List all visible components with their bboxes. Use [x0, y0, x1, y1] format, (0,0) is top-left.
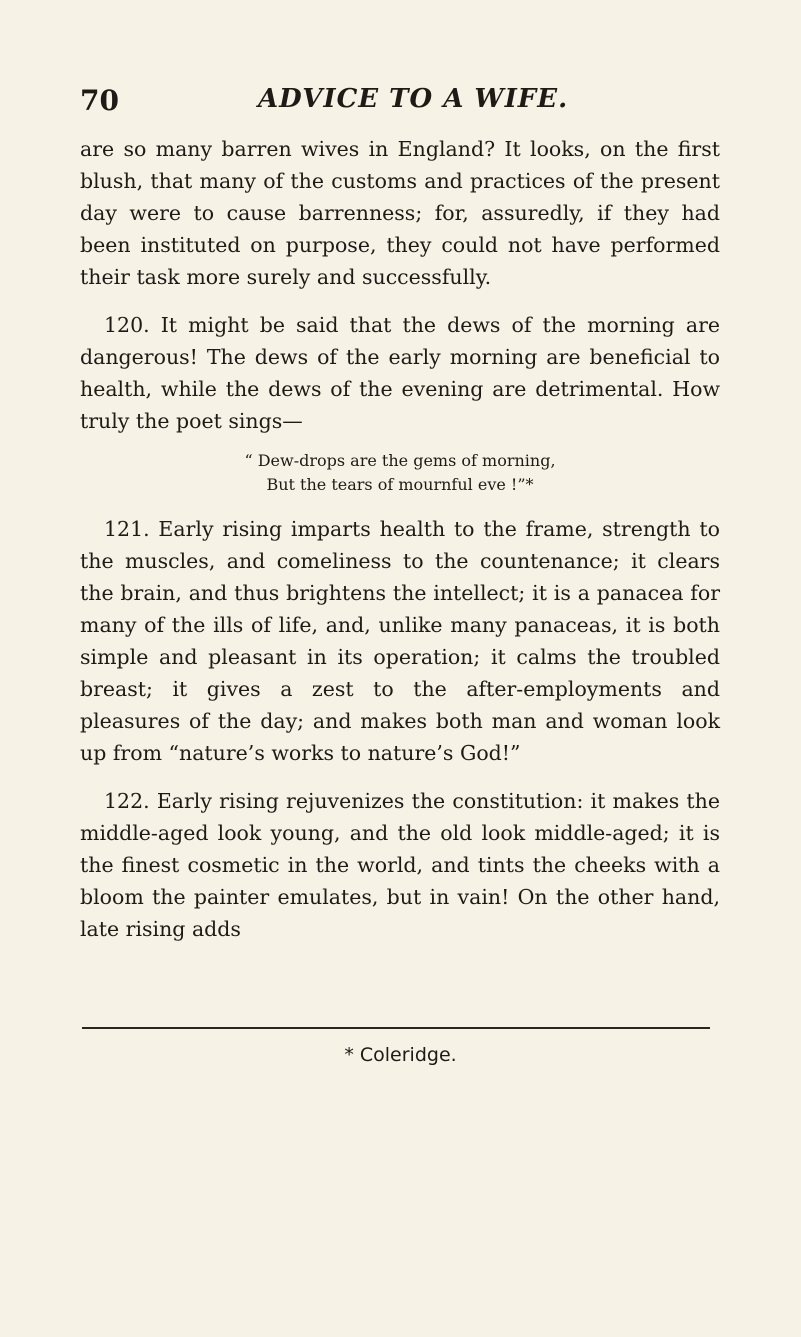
- paragraph-122: 122. Early rising rejuvenizes the constitution: it makes the middle-aged look young, and the old look middle-aged; it is the finest cosmetic in the world, and tints the cheeks with a bloom the painter emulates, but in vain! On the other hand, late rising adds: [80, 789, 720, 941]
- page-number: 70: [80, 84, 119, 117]
- paragraph-120: 120. It might be said that the dews of the morning are dangerous! The dews of the early morning are beneficial to health, while the dews of the evening are detrimental. How truly the poet sings—: [80, 313, 720, 433]
- verse-line-1: “ Dew-drops are the gems of morning,: [244, 451, 556, 470]
- paragraph-121: 121. Early rising imparts health to the frame, strength to the muscles, and comeliness to the countenance; it clears the brain, and thus brightens the intellect; it is a panacea for many of the ills of life, and, unlike many panaceas, it is both simple and pleasant in its operation; it calms the troubled breast; it gives a zest to the after-employments and pleasures of the day; and makes both man and woman look up from “nature’s works to nature’s God!”: [80, 517, 720, 765]
- running-title: ADVICE TO A WIFE.: [258, 84, 569, 114]
- footnote-divider: [82, 1027, 710, 1029]
- footnote: * Coleridge.: [344, 1044, 457, 1066]
- paragraph-continuation: are so many barren wives in England? It looks, on the first blush, that many of the customs and practices of the present day were to cause barrenness; for, assuredly, if they had been instituted on purpose, they could not have performed their task more surely and successfully.: [80, 137, 720, 289]
- body-text: [80, 133, 720, 945]
- verse-quote: [80, 449, 720, 497]
- page-header: [80, 84, 721, 118]
- verse-line-2: But the tears of mournful eve !”*: [266, 475, 534, 494]
